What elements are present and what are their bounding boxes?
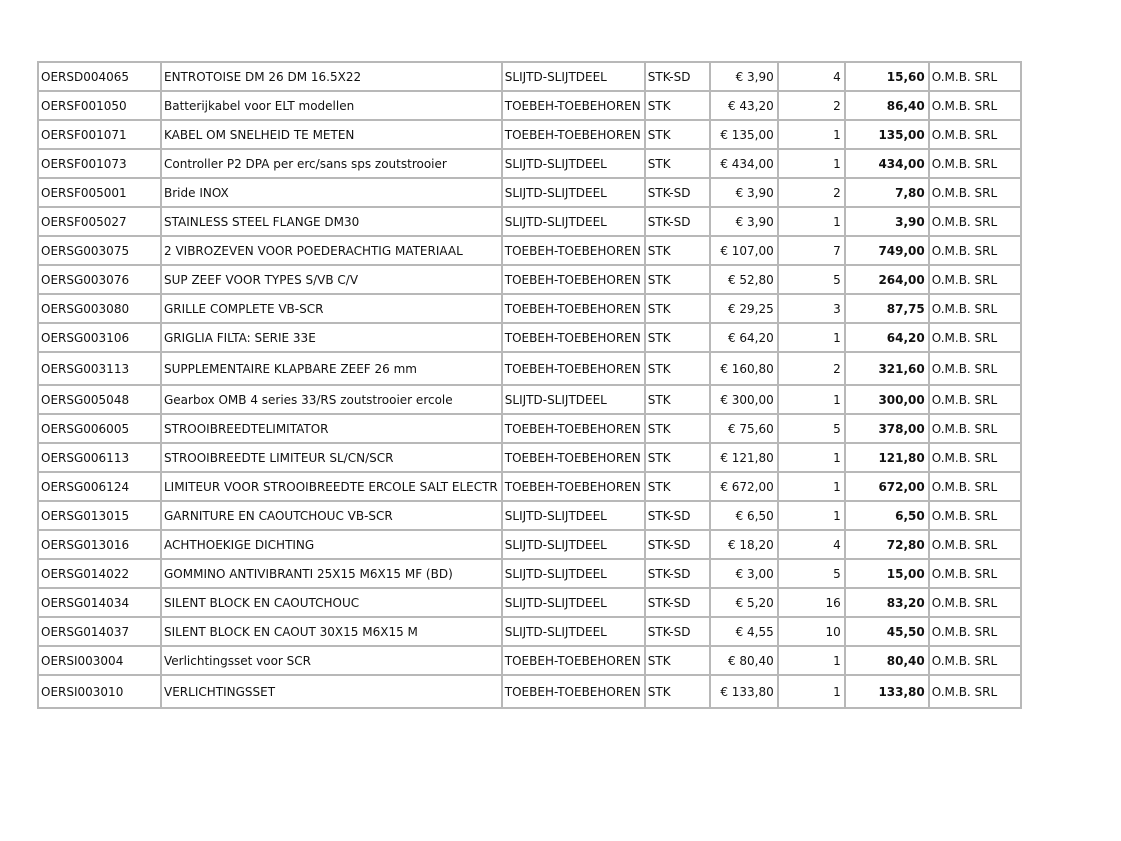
cell-category: TOEBEH-TOEBEHOREN [502,414,645,443]
cell-supplier: O.M.B. SRL [929,149,1021,178]
cell-supplier: O.M.B. SRL [929,236,1021,265]
cell-article-code: OERSG013016 [38,530,161,559]
cell-unit: STK [645,149,710,178]
cell-description: STAINLESS STEEL FLANGE DM30 [161,207,502,236]
table-row [38,675,1021,708]
cell-category: TOEBEH-TOEBEHOREN [502,91,645,120]
cell-supplier: O.M.B. SRL [929,207,1021,236]
cell-supplier: O.M.B. SRL [929,472,1021,501]
cell-unit-price: € 3,00 [710,559,778,588]
cell-line-total: 80,40 [845,646,929,675]
cell-unit: STK [645,91,710,120]
table-row [38,265,1021,294]
cell-line-total: 6,50 [845,501,929,530]
cell-article-code: OERSI003004 [38,646,161,675]
cell-article-code: OERSG014034 [38,588,161,617]
cell-line-total: 135,00 [845,120,929,149]
cell-line-total: 3,90 [845,207,929,236]
table-row [38,559,1021,588]
cell-unit: STK [645,120,710,149]
cell-category: TOEBEH-TOEBEHOREN [502,472,645,501]
cell-line-total: 45,50 [845,617,929,646]
cell-unit-price: € 300,00 [710,385,778,414]
cell-quantity: 1 [778,501,845,530]
cell-unit-price: € 107,00 [710,236,778,265]
cell-quantity: 3 [778,294,845,323]
cell-quantity: 1 [778,323,845,352]
cell-article-code: OERSG003076 [38,265,161,294]
cell-article-code: OERSD004065 [38,62,161,91]
cell-description: Bride INOX [161,178,502,207]
cell-unit: STK-SD [645,178,710,207]
cell-quantity: 5 [778,414,845,443]
cell-article-code: OERSG005048 [38,385,161,414]
cell-article-code: OERSG006113 [38,443,161,472]
cell-supplier: O.M.B. SRL [929,443,1021,472]
cell-description: SUP ZEEF VOOR TYPES S/VB C/V [161,265,502,294]
cell-category: SLIJTD-SLIJTDEEL [502,588,645,617]
cell-unit-price: € 52,80 [710,265,778,294]
cell-description: GARNITURE EN CAOUTCHOUC VB-SCR [161,501,502,530]
cell-supplier: O.M.B. SRL [929,588,1021,617]
cell-description: LIMITEUR VOOR STROOIBREEDTE ERCOLE SALT ELECTR [161,472,502,501]
cell-quantity: 4 [778,62,845,91]
cell-line-total: 264,00 [845,265,929,294]
cell-quantity: 2 [778,352,845,385]
cell-supplier: O.M.B. SRL [929,414,1021,443]
cell-description: GOMMINO ANTIVIBRANTI 25X15 M6X15 MF (BD) [161,559,502,588]
cell-quantity: 2 [778,91,845,120]
cell-line-total: 64,20 [845,323,929,352]
cell-supplier: O.M.B. SRL [929,646,1021,675]
cell-unit: STK [645,443,710,472]
cell-quantity: 7 [778,236,845,265]
cell-unit-price: € 3,90 [710,62,778,91]
cell-line-total: 378,00 [845,414,929,443]
cell-unit: STK [645,323,710,352]
table-row [38,62,1021,91]
cell-quantity: 1 [778,385,845,414]
cell-line-total: 434,00 [845,149,929,178]
cell-unit: STK [645,294,710,323]
cell-category: SLIJTD-SLIJTDEEL [502,559,645,588]
cell-supplier: O.M.B. SRL [929,91,1021,120]
cell-line-total: 121,80 [845,443,929,472]
cell-description: Batterijkabel voor ELT modellen [161,91,502,120]
cell-supplier: O.M.B. SRL [929,501,1021,530]
cell-description: ACHTHOEKIGE DICHTING [161,530,502,559]
cell-unit-price: € 434,00 [710,149,778,178]
table-row [38,236,1021,265]
cell-quantity: 1 [778,472,845,501]
cell-quantity: 1 [778,207,845,236]
cell-category: TOEBEH-TOEBEHOREN [502,294,645,323]
cell-unit-price: € 3,90 [710,178,778,207]
cell-unit-price: € 4,55 [710,617,778,646]
cell-article-code: OERSG006124 [38,472,161,501]
cell-category: SLIJTD-SLIJTDEEL [502,530,645,559]
cell-description: SILENT BLOCK EN CAOUTCHOUC [161,588,502,617]
cell-unit-price: € 121,80 [710,443,778,472]
cell-quantity: 2 [778,178,845,207]
cell-unit-price: € 43,20 [710,91,778,120]
cell-unit-price: € 80,40 [710,646,778,675]
cell-line-total: 133,80 [845,675,929,708]
cell-unit-price: € 18,20 [710,530,778,559]
cell-unit: STK [645,472,710,501]
cell-unit: STK-SD [645,617,710,646]
cell-unit: STK [645,385,710,414]
cell-article-code: OERSF001071 [38,120,161,149]
cell-unit-price: € 672,00 [710,472,778,501]
cell-supplier: O.M.B. SRL [929,352,1021,385]
table-row [38,178,1021,207]
cell-unit: STK [645,265,710,294]
cell-article-code: OERSG003113 [38,352,161,385]
cell-supplier: O.M.B. SRL [929,323,1021,352]
cell-unit: STK-SD [645,501,710,530]
cell-line-total: 321,60 [845,352,929,385]
cell-category: SLIJTD-SLIJTDEEL [502,501,645,530]
table-row [38,352,1021,385]
cell-supplier: O.M.B. SRL [929,675,1021,708]
cell-unit-price: € 6,50 [710,501,778,530]
cell-line-total: 87,75 [845,294,929,323]
cell-article-code: OERSF001073 [38,149,161,178]
cell-description: ENTROTOISE DM 26 DM 16.5X22 [161,62,502,91]
cell-unit: STK-SD [645,207,710,236]
cell-article-code: OERSG013015 [38,501,161,530]
cell-unit-price: € 160,80 [710,352,778,385]
cell-category: SLIJTD-SLIJTDEEL [502,385,645,414]
cell-category: SLIJTD-SLIJTDEEL [502,62,645,91]
cell-unit: STK [645,675,710,708]
cell-line-total: 300,00 [845,385,929,414]
cell-line-total: 7,80 [845,178,929,207]
cell-category: SLIJTD-SLIJTDEEL [502,178,645,207]
cell-category: SLIJTD-SLIJTDEEL [502,149,645,178]
cell-article-code: OERSF001050 [38,91,161,120]
cell-description: VERLICHTINGSSET [161,675,502,708]
cell-article-code: OERSG014037 [38,617,161,646]
cell-unit-price: € 3,90 [710,207,778,236]
cell-quantity: 1 [778,120,845,149]
cell-article-code: OERSG003075 [38,236,161,265]
table-row [38,443,1021,472]
cell-quantity: 1 [778,149,845,178]
table-row [38,646,1021,675]
cell-article-code: OERSG003106 [38,323,161,352]
table-row [38,294,1021,323]
cell-article-code: OERSF005001 [38,178,161,207]
cell-quantity: 5 [778,559,845,588]
cell-category: TOEBEH-TOEBEHOREN [502,443,645,472]
cell-article-code: OERSI003010 [38,675,161,708]
parts-table-body [38,62,1021,708]
cell-line-total: 86,40 [845,91,929,120]
cell-description: STROOIBREEDTELIMITATOR [161,414,502,443]
cell-article-code: OERSG014022 [38,559,161,588]
cell-unit-price: € 29,25 [710,294,778,323]
table-row [38,588,1021,617]
cell-description: SILENT BLOCK EN CAOUT 30X15 M6X15 M [161,617,502,646]
cell-description: SUPPLEMENTAIRE KLAPBARE ZEEF 26 mm [161,352,502,385]
cell-quantity: 16 [778,588,845,617]
table-row [38,120,1021,149]
table-row [38,530,1021,559]
cell-supplier: O.M.B. SRL [929,530,1021,559]
table-row [38,323,1021,352]
cell-category: SLIJTD-SLIJTDEEL [502,617,645,646]
cell-unit-price: € 135,00 [710,120,778,149]
cell-quantity: 1 [778,646,845,675]
cell-unit-price: € 75,60 [710,414,778,443]
table-row [38,501,1021,530]
table-row [38,472,1021,501]
cell-description: Verlichtingsset voor SCR [161,646,502,675]
cell-supplier: O.M.B. SRL [929,178,1021,207]
cell-description: STROOIBREEDTE LIMITEUR SL/CN/SCR [161,443,502,472]
table-row [38,617,1021,646]
cell-article-code: OERSF005027 [38,207,161,236]
cell-unit: STK [645,236,710,265]
cell-unit: STK-SD [645,530,710,559]
cell-supplier: O.M.B. SRL [929,294,1021,323]
cell-unit: STK-SD [645,559,710,588]
cell-category: TOEBEH-TOEBEHOREN [502,646,645,675]
cell-unit: STK [645,646,710,675]
cell-supplier: O.M.B. SRL [929,120,1021,149]
cell-unit: STK [645,414,710,443]
cell-article-code: OERSG006005 [38,414,161,443]
cell-quantity: 1 [778,443,845,472]
cell-line-total: 15,00 [845,559,929,588]
cell-line-total: 83,20 [845,588,929,617]
cell-line-total: 15,60 [845,62,929,91]
cell-supplier: O.M.B. SRL [929,617,1021,646]
cell-category: TOEBEH-TOEBEHOREN [502,352,645,385]
table-row [38,91,1021,120]
cell-line-total: 672,00 [845,472,929,501]
cell-category: TOEBEH-TOEBEHOREN [502,120,645,149]
table-row [38,207,1021,236]
cell-category: TOEBEH-TOEBEHOREN [502,675,645,708]
cell-unit: STK-SD [645,62,710,91]
cell-supplier: O.M.B. SRL [929,62,1021,91]
cell-description: KABEL OM SNELHEID TE METEN [161,120,502,149]
cell-supplier: O.M.B. SRL [929,559,1021,588]
table-row [38,149,1021,178]
cell-unit: STK [645,352,710,385]
cell-category: TOEBEH-TOEBEHOREN [502,323,645,352]
cell-description: Controller P2 DPA per erc/sans sps zoutstrooier [161,149,502,178]
cell-article-code: OERSG003080 [38,294,161,323]
cell-description: GRILLE COMPLETE VB-SCR [161,294,502,323]
cell-description: GRIGLIA FILTA: SERIE 33E [161,323,502,352]
cell-category: SLIJTD-SLIJTDEEL [502,207,645,236]
cell-quantity: 1 [778,675,845,708]
cell-unit: STK-SD [645,588,710,617]
cell-category: TOEBEH-TOEBEHOREN [502,265,645,294]
cell-quantity: 4 [778,530,845,559]
cell-line-total: 749,00 [845,236,929,265]
table-row [38,385,1021,414]
cell-unit-price: € 133,80 [710,675,778,708]
cell-unit-price: € 5,20 [710,588,778,617]
table-row [38,414,1021,443]
cell-unit-price: € 64,20 [710,323,778,352]
cell-category: TOEBEH-TOEBEHOREN [502,236,645,265]
cell-description: 2 VIBROZEVEN VOOR POEDERACHTIG MATERIAAL [161,236,502,265]
parts-table [37,61,1022,709]
cell-line-total: 72,80 [845,530,929,559]
cell-quantity: 10 [778,617,845,646]
cell-supplier: O.M.B. SRL [929,265,1021,294]
cell-description: Gearbox OMB 4 series 33/RS zoutstrooier ercole [161,385,502,414]
cell-supplier: O.M.B. SRL [929,385,1021,414]
cell-quantity: 5 [778,265,845,294]
